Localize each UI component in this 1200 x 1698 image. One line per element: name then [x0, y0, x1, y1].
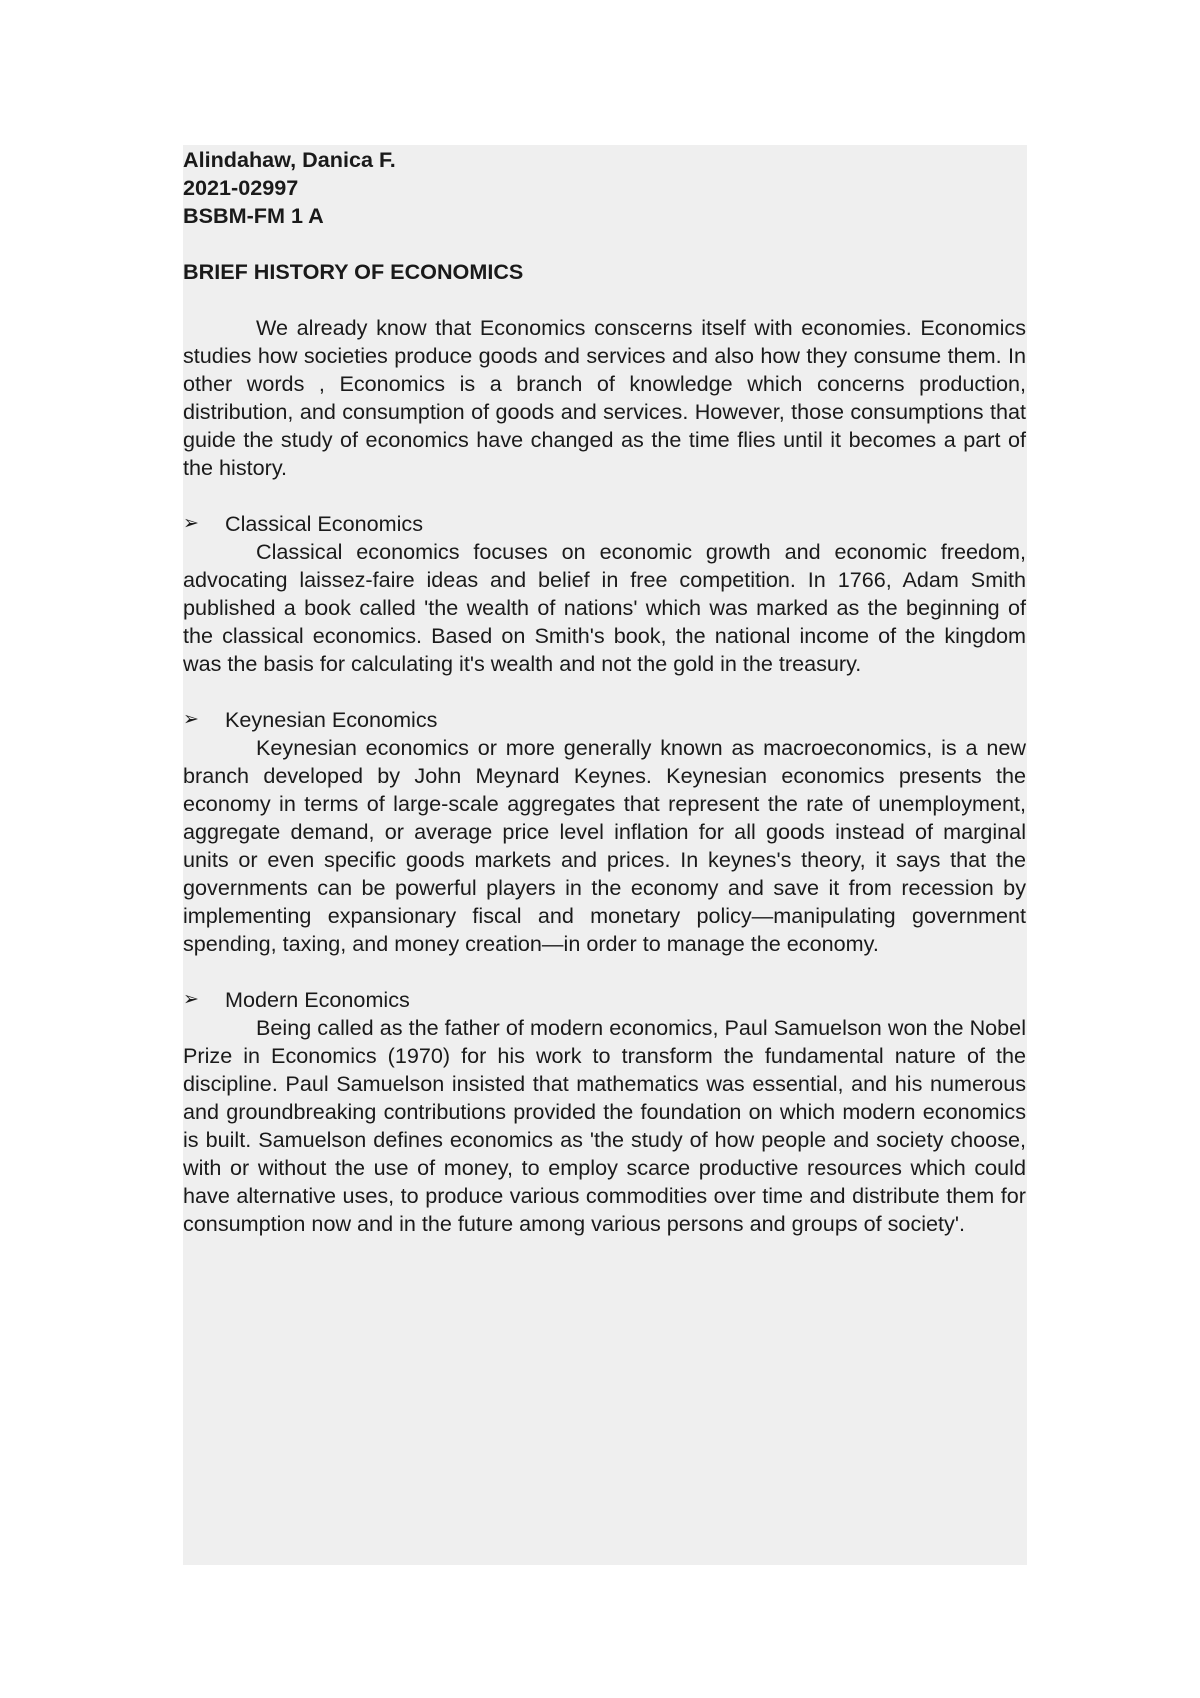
section-classical — [183, 510, 1026, 678]
spacer — [183, 286, 1026, 314]
course-section: BSBM-FM 1 A — [183, 203, 324, 228]
section-heading-text: Modern Economics — [225, 987, 410, 1012]
document-body — [183, 146, 1026, 1238]
spacer — [183, 230, 1026, 258]
document-title: BRIEF HISTORY OF ECONOMICS — [183, 259, 524, 284]
section-heading — [183, 986, 1026, 1014]
section-modern — [183, 986, 1026, 1238]
section-heading-text: Keynesian Economics — [225, 707, 438, 732]
spacer — [183, 678, 1026, 706]
arrowhead-bullet-icon: ➢ — [183, 513, 199, 534]
section-heading-text: Classical Economics — [225, 511, 424, 536]
section-heading — [183, 510, 1026, 538]
spacer — [183, 482, 1026, 510]
arrowhead-bullet-icon: ➢ — [183, 989, 199, 1010]
section-heading — [183, 706, 1026, 734]
student-id: 2021-02997 — [183, 175, 299, 200]
section-paragraph: Keynesian economics or more generally known as macroeconomics, is a new branch developed by John Meynard Keynes. Keynesian economics presents the economy in terms of large-scale aggregates that represent the rate of unemployment, aggregate demand, or average price level inflation for all goods instead of marginal units or even specific goods markets and prices. In keynes's theory, it says that the governments can be powerful players in the economy and save it from recession by implementing expansionary fiscal and monetary policy—manipulating government spending, taxing, and money creation—in order to manage the economy. — [183, 735, 1026, 956]
author-name: Alindahaw, Danica F. — [183, 147, 396, 172]
section-keynesian — [183, 706, 1026, 958]
spacer — [183, 958, 1026, 986]
section-paragraph: Classical economics focuses on economic growth and economic freedom, advocating laissez-faire ideas and belief in free competition. In 1766, Adam Smith published a book called 'the wealth of nations' which was marked as the beginning of the classical economics. Based on Smith's book, the national income of the kingdom was the basis for calculating it's wealth and not the gold in the treasury. — [183, 539, 1026, 676]
arrowhead-bullet-icon: ➢ — [183, 709, 199, 730]
section-paragraph: Being called as the father of modern economics, Paul Samuelson won the Nobel Prize in Economics (1970) for his work to transform the fundamental nature of the discipline. Paul Samuelson insisted that mathematics was essential, and his numerous and groundbreaking contributions provided the foundation on which modern economics is built. Samuelson defines economics as 'the study of how people and society choose, with or without the use of money, to employ scarce productive resources which could have alternative uses, to produce various commodities over time and distribute them for consumption now and in the future among various persons and groups of society'. — [183, 1015, 1026, 1236]
intro-paragraph: We already know that Economics conscerns itself with economies. Economics studies how societies produce goods and services and also how they consume them. In other words , Economics is a branch of knowledge which concerns production, distribution, and consumption of goods and services. However, those consumptions that guide the study of economics have changed as the time flies until it becomes a part of the history. — [183, 315, 1026, 480]
